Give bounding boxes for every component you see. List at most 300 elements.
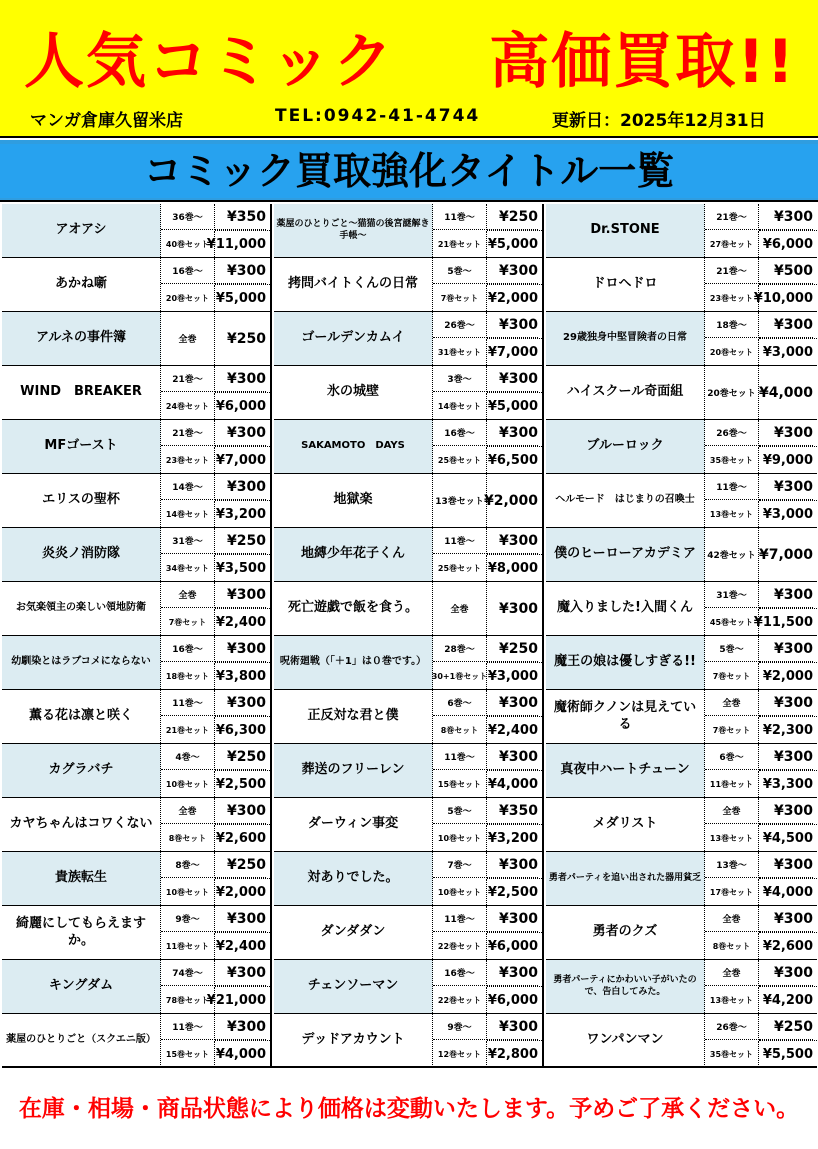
price-cells bbox=[161, 204, 270, 257]
price-value: ¥2,000 bbox=[483, 492, 538, 509]
set-label: 21巻セット bbox=[433, 231, 487, 257]
volume-label: 20巻セット bbox=[705, 366, 759, 419]
table-column-1 bbox=[2, 204, 272, 1068]
comic-title: 僕のヒーローアカデミア bbox=[546, 528, 705, 581]
set-price: ¥2,800 bbox=[487, 1046, 538, 1062]
table-row bbox=[274, 366, 542, 420]
set-price: ¥6,500 bbox=[487, 452, 538, 468]
table-row bbox=[546, 636, 817, 690]
table-row bbox=[2, 258, 270, 312]
price-per-volume: ¥300 bbox=[215, 636, 266, 662]
table-row bbox=[546, 1014, 817, 1068]
comic-title: ヘルモード はじまりの召喚士 bbox=[546, 474, 705, 527]
volume-label: 31巻～ bbox=[161, 528, 215, 554]
set-price: ¥3,200 bbox=[487, 830, 538, 846]
divider bbox=[487, 446, 542, 447]
volume-label: 全巻 bbox=[161, 312, 215, 365]
set-price: ¥4,500 bbox=[762, 830, 813, 846]
table-row bbox=[2, 366, 270, 420]
price-per-volume: ¥300 bbox=[487, 366, 538, 392]
divider bbox=[215, 284, 270, 285]
volume-label: 11巻～ bbox=[161, 1014, 215, 1040]
set-label: 11巻セット bbox=[161, 933, 215, 959]
volume-label: 13巻～ bbox=[705, 852, 759, 878]
set-label: 25巻セット bbox=[433, 447, 487, 473]
set-label: 15巻セット bbox=[433, 771, 487, 797]
volume-label: 26巻～ bbox=[705, 420, 759, 446]
set-price: ¥8,000 bbox=[487, 560, 538, 576]
volume-label: 5巻～ bbox=[433, 798, 487, 824]
volume-label: 16巻～ bbox=[161, 636, 215, 662]
price-per-volume: ¥300 bbox=[487, 906, 538, 932]
divider bbox=[487, 284, 542, 285]
volume-label: 74巻～ bbox=[161, 960, 215, 986]
volume-label: 全巻 bbox=[705, 690, 759, 716]
price-cells bbox=[161, 744, 270, 797]
set-label: 18巻セット bbox=[161, 663, 215, 689]
divider bbox=[487, 392, 542, 393]
price-notice: 在庫・相場・商品状態により価格は変動いたします。予めご了承ください。 bbox=[18, 1096, 800, 1122]
volume-label: 全巻 bbox=[705, 906, 759, 932]
divider bbox=[487, 770, 542, 771]
price-cells bbox=[705, 528, 817, 581]
divider bbox=[487, 230, 542, 231]
divider bbox=[759, 1040, 817, 1041]
table-row bbox=[546, 312, 817, 366]
set-label: 10巻セット bbox=[433, 825, 487, 851]
volume-label: 11巻～ bbox=[161, 690, 215, 716]
comic-title: あかね噺 bbox=[2, 258, 161, 311]
divider bbox=[215, 500, 270, 501]
price-cells bbox=[705, 204, 817, 257]
volume-label: 14巻～ bbox=[161, 474, 215, 500]
comic-title: チェンソーマン bbox=[274, 960, 433, 1013]
set-label: 23巻セット bbox=[161, 447, 215, 473]
divider bbox=[759, 662, 817, 663]
volume-label: 全巻 bbox=[433, 582, 487, 635]
divider bbox=[215, 662, 270, 663]
table-column-2 bbox=[274, 204, 544, 1068]
divider bbox=[759, 878, 817, 879]
price-per-volume: ¥350 bbox=[487, 798, 538, 824]
set-price: ¥7,000 bbox=[215, 452, 266, 468]
price-per-volume: ¥250 bbox=[215, 528, 266, 554]
divider bbox=[759, 338, 817, 339]
set-label: 12巻セット bbox=[433, 1041, 487, 1067]
comic-title: MFゴースト bbox=[2, 420, 161, 473]
table-row bbox=[274, 636, 542, 690]
divider bbox=[215, 608, 270, 609]
price-cells bbox=[433, 636, 542, 689]
volume-label: 21巻～ bbox=[161, 366, 215, 392]
price-cells bbox=[705, 636, 817, 689]
set-label: 15巻セット bbox=[161, 1041, 215, 1067]
table-row bbox=[2, 906, 270, 960]
price-cells bbox=[161, 690, 270, 743]
price-cells bbox=[705, 906, 817, 959]
table-row bbox=[2, 690, 270, 744]
set-price: ¥4,200 bbox=[762, 992, 813, 1008]
comic-title: 勇者のクズ bbox=[546, 906, 705, 959]
divider bbox=[759, 230, 817, 231]
price-per-volume: ¥300 bbox=[759, 636, 813, 662]
set-price: ¥2,000 bbox=[762, 668, 813, 684]
volume-label: 11巻～ bbox=[433, 744, 487, 770]
price-per-volume: ¥300 bbox=[759, 420, 813, 446]
set-label: 45巻セット bbox=[705, 609, 759, 635]
divider bbox=[215, 716, 270, 717]
volume-label: 21巻～ bbox=[705, 258, 759, 284]
comic-title: 魔入りました!入間くん bbox=[546, 582, 705, 635]
comic-title: お気楽領主の楽しい領地防衛 bbox=[2, 582, 161, 635]
table-row bbox=[2, 474, 270, 528]
table-row bbox=[2, 798, 270, 852]
comic-title: ドロヘドロ bbox=[546, 258, 705, 311]
set-label: 20巻セット bbox=[705, 339, 759, 365]
set-price: ¥4,000 bbox=[487, 776, 538, 792]
price-per-volume: ¥300 bbox=[759, 204, 813, 230]
table-row bbox=[2, 312, 270, 366]
comic-title: アオアシ bbox=[2, 204, 161, 257]
set-price: ¥5,500 bbox=[762, 1046, 813, 1062]
divider bbox=[215, 392, 270, 393]
set-label: 13巻セット bbox=[705, 987, 759, 1013]
comic-title: エリスの聖杯 bbox=[2, 474, 161, 527]
price-per-volume: ¥300 bbox=[487, 420, 538, 446]
comic-title: 真夜中ハートチューン bbox=[546, 744, 705, 797]
set-price: ¥2,400 bbox=[215, 938, 266, 954]
divider bbox=[487, 716, 542, 717]
table-row bbox=[2, 852, 270, 906]
divider bbox=[759, 716, 817, 717]
table-row bbox=[274, 798, 542, 852]
price-cells bbox=[705, 852, 817, 905]
set-label: 34巻セット bbox=[161, 555, 215, 581]
volume-label: 16巻～ bbox=[161, 258, 215, 284]
price-per-volume: ¥250 bbox=[215, 852, 266, 878]
comic-title: 拷問バイトくんの日常 bbox=[274, 258, 433, 311]
store-phone: TEL:0942-41-4744 bbox=[275, 106, 481, 126]
price-per-volume: ¥300 bbox=[759, 960, 813, 986]
comic-title: 魔王の娘は優しすぎる!! bbox=[546, 636, 705, 689]
volume-label: 16巻～ bbox=[433, 420, 487, 446]
volume-label: 21巻～ bbox=[705, 204, 759, 230]
price-value: ¥4,000 bbox=[758, 384, 813, 401]
set-label: 14巻セット bbox=[433, 393, 487, 419]
table-row bbox=[546, 690, 817, 744]
comic-title: カヤちゃんはコワくない bbox=[2, 798, 161, 851]
divider bbox=[215, 770, 270, 771]
table-row bbox=[546, 744, 817, 798]
table-row bbox=[274, 744, 542, 798]
comic-title: ダーウィン事変 bbox=[274, 798, 433, 851]
table-row bbox=[274, 420, 542, 474]
price-per-volume: ¥300 bbox=[759, 744, 813, 770]
price-per-volume: ¥300 bbox=[759, 798, 813, 824]
comic-title: WIND BREAKER bbox=[2, 366, 161, 419]
set-price: ¥3,300 bbox=[762, 776, 813, 792]
comic-title: Dr.STONE bbox=[546, 204, 705, 257]
price-cells bbox=[433, 690, 542, 743]
divider bbox=[487, 986, 542, 987]
comic-title: SAKAMOTO DAYS bbox=[274, 420, 433, 473]
price-cells bbox=[705, 420, 817, 473]
divider bbox=[215, 1040, 270, 1041]
table-row bbox=[2, 1014, 270, 1068]
comic-title: デッドアカウント bbox=[274, 1014, 433, 1067]
divider bbox=[487, 554, 542, 555]
table-row bbox=[274, 1014, 542, 1068]
divider bbox=[759, 932, 817, 933]
price-cells bbox=[705, 474, 817, 527]
price-cells bbox=[433, 960, 542, 1013]
set-price: ¥2,500 bbox=[487, 884, 538, 900]
list-title-band bbox=[0, 140, 818, 202]
price-cells bbox=[161, 366, 270, 419]
volume-label: 42巻セット bbox=[705, 528, 759, 581]
volume-label: 全巻 bbox=[705, 960, 759, 986]
price-cells bbox=[161, 420, 270, 473]
comic-title: ブルーロック bbox=[546, 420, 705, 473]
comic-title: 正反対な君と僕 bbox=[274, 690, 433, 743]
comic-title: 地縛少年花子くん bbox=[274, 528, 433, 581]
table-row bbox=[2, 204, 270, 258]
price-cells bbox=[433, 366, 542, 419]
set-price: ¥6,000 bbox=[487, 938, 538, 954]
table-row bbox=[546, 258, 817, 312]
price-cells bbox=[433, 906, 542, 959]
price-per-volume: ¥300 bbox=[487, 528, 538, 554]
set-label: 24巻セット bbox=[161, 393, 215, 419]
divider bbox=[759, 500, 817, 501]
volume-label: 3巻～ bbox=[433, 366, 487, 392]
update-date: 更新日：2025年12月31日 bbox=[552, 111, 766, 131]
price-cells bbox=[433, 798, 542, 851]
comic-title: キングダム bbox=[2, 960, 161, 1013]
table-row bbox=[274, 960, 542, 1014]
set-label: 20巻セット bbox=[161, 285, 215, 311]
comic-title: 勇者パーティを追い出された器用貧乏 bbox=[546, 852, 705, 905]
divider bbox=[215, 986, 270, 987]
comic-title: 氷の城壁 bbox=[274, 366, 433, 419]
divider bbox=[487, 338, 542, 339]
table-row bbox=[546, 582, 817, 636]
price-per-volume: ¥300 bbox=[759, 690, 813, 716]
price-per-volume: ¥500 bbox=[759, 258, 813, 284]
divider bbox=[215, 824, 270, 825]
price-per-volume: ¥300 bbox=[759, 582, 813, 608]
price-cells bbox=[433, 744, 542, 797]
divider bbox=[759, 608, 817, 609]
comic-title: 薬屋のひとりごと（スクエニ版） bbox=[2, 1014, 161, 1067]
table-row bbox=[2, 960, 270, 1014]
set-label: 22巻セット bbox=[433, 933, 487, 959]
title-high-price-buying: 高価買取!! bbox=[489, 27, 796, 97]
set-label: 7巻セット bbox=[705, 663, 759, 689]
price-cells bbox=[161, 798, 270, 851]
set-label: 8巻セット bbox=[161, 825, 215, 851]
price-cells bbox=[705, 366, 817, 419]
divider bbox=[215, 932, 270, 933]
table-row bbox=[546, 204, 817, 258]
volume-label: 全巻 bbox=[705, 798, 759, 824]
price-cells bbox=[433, 528, 542, 581]
comic-title: 魔術師クノンは見えている bbox=[546, 690, 705, 743]
price-cells bbox=[705, 798, 817, 851]
volume-label: 全巻 bbox=[161, 798, 215, 824]
price-per-volume: ¥250 bbox=[215, 744, 266, 770]
price-per-volume: ¥300 bbox=[215, 1014, 266, 1040]
volume-label: 11巻～ bbox=[433, 528, 487, 554]
divider bbox=[759, 446, 817, 447]
price-cells bbox=[161, 582, 270, 635]
comic-title: 勇者パーティにかわいい子がいたので、告白してみた。 bbox=[546, 960, 705, 1013]
comic-title: ゴールデンカムイ bbox=[274, 312, 433, 365]
set-price: ¥2,400 bbox=[215, 614, 266, 630]
table-row bbox=[546, 960, 817, 1014]
set-price: ¥11,500 bbox=[753, 614, 813, 630]
set-price: ¥21,000 bbox=[206, 992, 266, 1008]
table-row bbox=[546, 906, 817, 960]
set-price: ¥4,000 bbox=[215, 1046, 266, 1062]
price-per-volume: ¥300 bbox=[487, 258, 538, 284]
price-per-volume: ¥300 bbox=[215, 582, 266, 608]
table-row bbox=[274, 906, 542, 960]
table-row bbox=[274, 474, 542, 528]
set-label: 13巻セット bbox=[705, 501, 759, 527]
price-cells bbox=[161, 1014, 270, 1067]
comic-title: ハイスクール奇面組 bbox=[546, 366, 705, 419]
price-per-volume: ¥300 bbox=[487, 852, 538, 878]
set-label: 13巻セット bbox=[705, 825, 759, 851]
price-cells bbox=[433, 1014, 542, 1067]
table-row bbox=[546, 852, 817, 906]
table-row bbox=[2, 744, 270, 798]
divider bbox=[759, 770, 817, 771]
table-row bbox=[546, 366, 817, 420]
price-per-volume: ¥250 bbox=[487, 204, 538, 230]
set-price: ¥10,000 bbox=[753, 290, 813, 306]
table-row bbox=[274, 258, 542, 312]
comic-title: 貴族転生 bbox=[2, 852, 161, 905]
price-cells bbox=[161, 528, 270, 581]
set-price: ¥3,000 bbox=[762, 344, 813, 360]
set-label: 30+1巻セット bbox=[433, 663, 487, 689]
set-label: 8巻セット bbox=[705, 933, 759, 959]
comic-title: 炎炎ノ消防隊 bbox=[2, 528, 161, 581]
price-per-volume: ¥300 bbox=[215, 474, 266, 500]
set-price: ¥4,000 bbox=[762, 884, 813, 900]
price-per-volume: ¥300 bbox=[215, 690, 266, 716]
price-per-volume: ¥250 bbox=[759, 1014, 813, 1040]
volume-label: 31巻～ bbox=[705, 582, 759, 608]
table-row bbox=[274, 204, 542, 258]
comic-title: 薬屋のひとりごと～猫猫の後宮謎解き手帳～ bbox=[274, 204, 433, 257]
comic-title: 呪術廻戦（「＋1」は０巻です。） bbox=[274, 636, 433, 689]
table-column-3 bbox=[546, 204, 817, 1068]
price-per-volume: ¥300 bbox=[215, 906, 266, 932]
set-label: 25巻セット bbox=[433, 555, 487, 581]
set-label: 7巻セット bbox=[433, 285, 487, 311]
volume-label: 11巻～ bbox=[433, 204, 487, 230]
table-row bbox=[274, 312, 542, 366]
volume-label: 36巻～ bbox=[161, 204, 215, 230]
price-cells bbox=[433, 312, 542, 365]
price-per-volume: ¥300 bbox=[487, 1014, 538, 1040]
store-name: マンガ倉庫久留米店 bbox=[30, 111, 183, 131]
divider bbox=[487, 662, 542, 663]
comic-title: 葬送のフリーレン bbox=[274, 744, 433, 797]
divider bbox=[487, 824, 542, 825]
divider bbox=[759, 986, 817, 987]
price-cells bbox=[705, 690, 817, 743]
price-cells bbox=[433, 258, 542, 311]
comic-title: アルネの事件簿 bbox=[2, 312, 161, 365]
set-label: 10巻セット bbox=[161, 879, 215, 905]
price-value: ¥300 bbox=[499, 600, 538, 617]
price-value: ¥7,000 bbox=[758, 546, 813, 563]
table-row bbox=[2, 636, 270, 690]
price-cells bbox=[161, 258, 270, 311]
set-label: 22巻セット bbox=[433, 987, 487, 1013]
set-price: ¥6,000 bbox=[487, 992, 538, 1008]
volume-label: 21巻～ bbox=[161, 420, 215, 446]
set-price: ¥3,000 bbox=[487, 668, 538, 684]
set-price: ¥6,000 bbox=[762, 236, 813, 252]
volume-label: 11巻～ bbox=[433, 906, 487, 932]
set-price: ¥3,000 bbox=[762, 506, 813, 522]
table-row bbox=[546, 528, 817, 582]
price-cells bbox=[705, 582, 817, 635]
store-info-row bbox=[0, 106, 818, 132]
table-row bbox=[2, 582, 270, 636]
set-price: ¥2,400 bbox=[487, 722, 538, 738]
set-label: 11巻セット bbox=[705, 771, 759, 797]
volume-label: 26巻～ bbox=[433, 312, 487, 338]
set-label: 10巻セット bbox=[161, 771, 215, 797]
set-label: 7巻セット bbox=[161, 609, 215, 635]
set-label: 27巻セット bbox=[705, 231, 759, 257]
title-popular-comics: 人気コミック bbox=[24, 27, 395, 97]
divider bbox=[215, 554, 270, 555]
table-row bbox=[274, 528, 542, 582]
set-label: 21巻セット bbox=[161, 717, 215, 743]
price-cells bbox=[705, 312, 817, 365]
set-price: ¥3,800 bbox=[215, 668, 266, 684]
volume-label: 9巻～ bbox=[161, 906, 215, 932]
price-per-volume: ¥350 bbox=[215, 204, 266, 230]
table-row bbox=[274, 582, 542, 636]
price-cells bbox=[161, 852, 270, 905]
price-per-volume: ¥300 bbox=[759, 906, 813, 932]
volume-label: 9巻～ bbox=[433, 1014, 487, 1040]
table-row bbox=[546, 798, 817, 852]
volume-label: 26巻～ bbox=[705, 1014, 759, 1040]
price-cells bbox=[161, 636, 270, 689]
volume-label: 5巻～ bbox=[705, 636, 759, 662]
volume-label: 8巻～ bbox=[161, 852, 215, 878]
set-label: 14巻セット bbox=[161, 501, 215, 527]
set-price: ¥6,300 bbox=[215, 722, 266, 738]
comic-title: 対ありでした。 bbox=[274, 852, 433, 905]
price-cells bbox=[161, 906, 270, 959]
set-price: ¥3,200 bbox=[215, 506, 266, 522]
price-cells bbox=[705, 258, 817, 311]
divider bbox=[487, 1040, 542, 1041]
divider bbox=[215, 230, 270, 231]
divider bbox=[759, 284, 817, 285]
comic-title: 地獄楽 bbox=[274, 474, 433, 527]
